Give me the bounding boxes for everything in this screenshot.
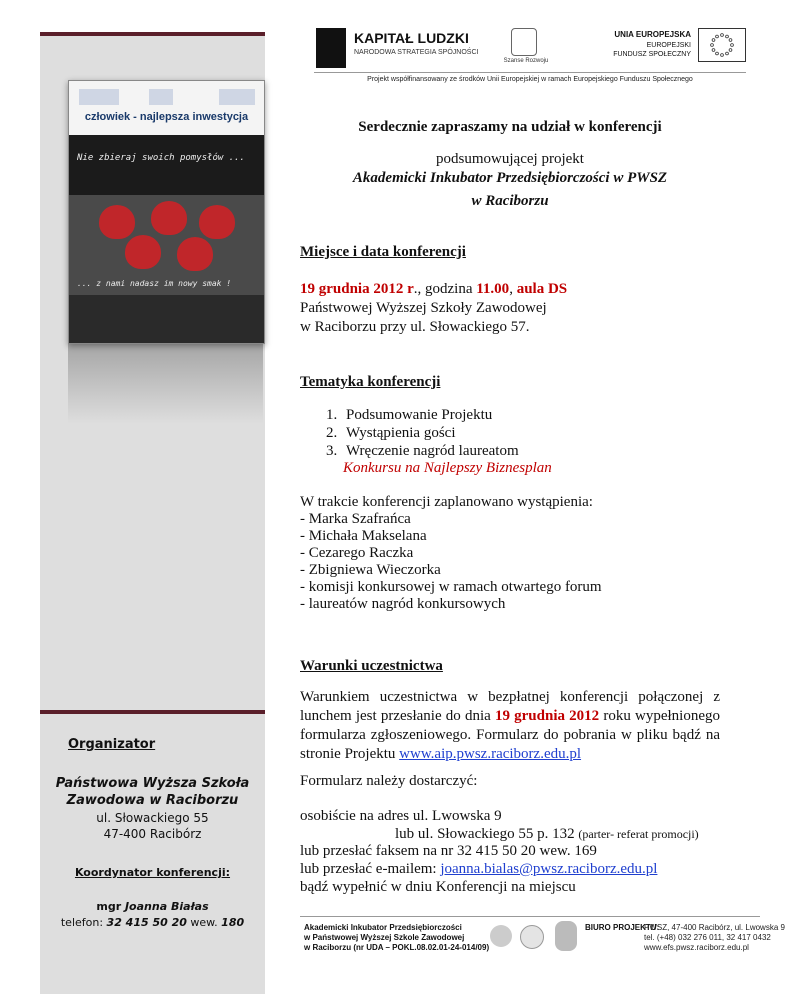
kapital-ludzki-subtitle: NARODOWA STRATEGIA SPÓJNOŚCI	[354, 49, 479, 56]
organizer-name: Państwowa Wyższa Szkoła Zawodowa w Raciborzu	[55, 776, 250, 808]
poster-logos	[69, 87, 264, 109]
delivery-onsite: bądź wypełnić w dniu Konferencji na miejscu	[300, 879, 576, 895]
sidebar-divider-bar	[40, 710, 265, 714]
place-line-3: w Raciborzu przy ul. Słowackiego 57.	[300, 319, 530, 335]
project-city: w Raciborzu	[471, 193, 549, 209]
topics-heading: Tematyka konferencji	[300, 374, 441, 390]
project-website-link[interactable]: www.aip.pwsz.raciborz.edu.pl	[399, 746, 582, 762]
strawberry-icon	[199, 205, 235, 239]
footer-banner	[300, 916, 785, 969]
poster-reflection	[68, 344, 263, 424]
footer-website: www.efs.pwsz.raciborz.edu.pl	[644, 943, 749, 952]
summary-line: podsumowującej projekt	[436, 151, 584, 167]
conditions-text: Warunkiem uczestnictwa w bezpłatnej konferencji połączonej z lunchem jest przesłanie do dnia 19 grudnia 2012 roku wypełnionego formularza zgłoszeniowego. Formularz do pobrania w pliku bądź na stronie Projektu www.aip.pwsz.raciborz.edu.pl	[300, 689, 720, 762]
speakers-list	[300, 511, 602, 613]
project-name: Akademicki Inkubator Przedsiębiorczości w PWSZ	[352, 170, 668, 186]
invitation-line: Serdecznie zapraszamy na udział w konferencji	[358, 119, 662, 135]
organizer-city: 47-400 Racibórz	[103, 827, 202, 841]
strawberry-icon	[151, 201, 187, 235]
footer-phone: tel. (+48) 032 276 011, 32 417 0432	[644, 933, 771, 942]
coordinator-phone: telefon: 32 415 50 20 wew. 180	[60, 916, 245, 929]
strawberry-icon	[99, 205, 135, 239]
header-logo-banner	[306, 20, 754, 82]
poster-handwriting-top: Nie zbieraj swoich pomysłów ...	[77, 153, 245, 163]
university-crest-icon	[555, 921, 577, 951]
strawberry-icon	[125, 235, 161, 269]
graduation-cap-icon	[490, 925, 512, 947]
footer-address: PWSZ, 47-400 Racibórz, ul. Lwowska 9	[644, 923, 785, 932]
poster-title: człowiek - najlepsza inwestycja	[84, 111, 249, 123]
header-caption: Projekt współfinansowany ze środków Unii Europejskiej w ramach Europejskiego Funduszu Społecznego	[367, 76, 693, 83]
eu-subtitle-2: FUNDUSZ SPOŁECZNY	[613, 51, 691, 58]
speaker-item: - laureatów nagród konkursowych	[300, 596, 506, 612]
footer-office-label: BIURO PROJEKTU:	[585, 923, 660, 932]
speaker-item: - Michała Makselana	[300, 528, 427, 544]
eu-title: UNIA EUROPEJSKA	[614, 30, 691, 39]
speaker-item: - Zbigniewa Wieczorka	[300, 562, 441, 578]
speakers-intro: W trakcie konferencji zaplanowano wystąpienia:	[300, 494, 593, 510]
eu-subtitle-1: EUROPEJSKI	[646, 42, 691, 49]
speaker-item: - komisji konkursowej w ramach otwartego forum	[300, 579, 602, 595]
inkubator-logo-icon	[520, 925, 544, 949]
footer-project-line-3: w Raciborzu (nr UDA – POKL.08.02.01-24-014/09)	[304, 943, 490, 952]
coordinator-heading: Koordynator konferencji:	[74, 866, 231, 879]
contest-name: Konkursu na Najlepszy Biznesplan	[343, 460, 552, 476]
organizer-street: ul. Słowackiego 55	[96, 811, 209, 825]
szanse-rozwoju-badge-icon	[511, 28, 537, 56]
footer-project-line-2: w Państwowej Wyższej Szkole Zawodowej	[304, 933, 465, 942]
form-delivery-heading: Formularz należy dostarczyć:	[300, 773, 478, 789]
agenda-item: 3. Wręczenie nagród laureatom	[326, 443, 519, 459]
kapital-ludzki-title: KAPITAŁ LUDZKI	[354, 30, 469, 46]
agenda-item: 1. Podsumowanie Projektu	[326, 407, 493, 423]
poster-artwork	[69, 135, 264, 295]
place-date-line: 19 grudnia 2012 r., godzina 11.00, aula DS	[300, 281, 568, 297]
organizer-heading: Organizator	[68, 737, 156, 752]
delivery-address-2: lub ul. Słowackiego 55 p. 132 (parter- referat promocji)	[395, 826, 699, 842]
place-date-heading: Miejsce i data konferencji	[300, 244, 466, 260]
agenda-item: 2. Wystąpienia gości	[326, 425, 456, 441]
footer-project-line-1: Akademicki Inkubator Przedsiębiorczości	[304, 923, 462, 932]
speaker-item: - Marka Szafrańca	[300, 511, 411, 527]
sidebar-top-bar	[40, 32, 265, 36]
delivery-email: lub przesłać e-mailem: joanna.bialas@pwsz.raciborz.edu.pl	[300, 861, 658, 877]
email-link[interactable]: joanna.bialas@pwsz.raciborz.edu.pl	[440, 861, 658, 877]
strawberry-icon	[177, 237, 213, 271]
conditions-heading: Warunki uczestnictwa	[300, 658, 443, 674]
poster-header	[69, 81, 264, 135]
delivery-address-1: osobiście na adres ul. Lwowska 9	[300, 808, 502, 824]
poster-footer	[69, 295, 264, 343]
agenda-list	[326, 406, 519, 460]
kapital-ludzki-logo-icon	[316, 28, 346, 68]
eu-flag-icon	[698, 28, 746, 62]
badge-label: Szanse Rozwoju	[503, 58, 549, 64]
speaker-item: - Cezarego Raczka	[300, 545, 414, 561]
poster-handwriting-bottom: ... z nami nadasz im nowy smak !	[77, 279, 232, 288]
coordinator-name: mgr Joanna Białas	[96, 900, 209, 913]
poster-image	[68, 80, 265, 344]
place-line-2: Państwowej Wyższej Szkoły Zawodowej	[300, 300, 547, 316]
delivery-fax: lub przesłać faksem na nr 32 415 50 20 wew. 169	[300, 843, 597, 859]
